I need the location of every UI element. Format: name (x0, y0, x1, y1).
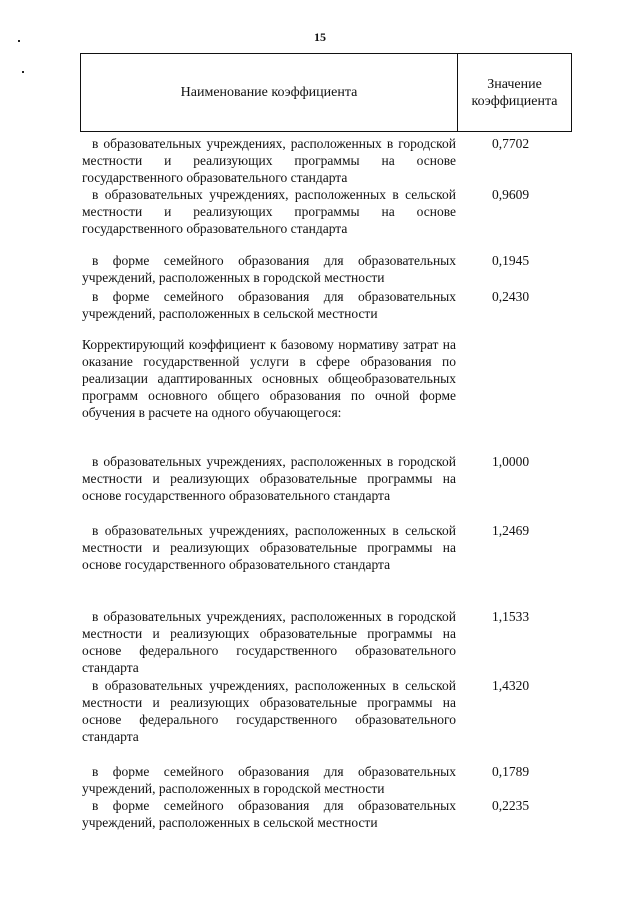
column-header-value (458, 54, 571, 131)
section-heading-text: Корректирующий коэффициент к базовому нормативу затрат на оказание государственной услуги в сфере образования по реализации адаптированных основных общеобразовательных программ основного общего образования по очной форме обучения в расчете на одного обучающегося: (82, 337, 456, 420)
row-value: 0,2430 (492, 289, 530, 304)
row-text: в форме семейного образования для образовательных учреждений, расположенных в городской местности (82, 253, 456, 285)
table-row (82, 252, 572, 286)
table-row (82, 677, 572, 745)
page-number: 15 (314, 30, 326, 44)
scan-speck (18, 40, 20, 42)
row-text: в образовательных учреждениях, расположенных в сельской местности и реализующих образовательные программы на основе государственного образовательного стандарта (82, 523, 456, 572)
row-text: в образовательных учреждениях, расположенных в сельской местности и реализующих программы на основе государственного образовательного стандарта (82, 187, 456, 236)
scan-speck (22, 71, 24, 73)
row-value: 1,4320 (492, 678, 530, 693)
column-header-name: Наименование коэффициента (180, 84, 358, 100)
row-value: 0,1789 (492, 764, 530, 779)
row-value: 0,9609 (492, 187, 530, 202)
section-heading (82, 336, 572, 421)
row-text: в образовательных учреждениях, расположенных в городской местности и реализующих программы на основе государственного образовательного стандарта (82, 136, 456, 185)
row-value: 1,1533 (492, 609, 530, 624)
row-text: в образовательных учреждениях, расположенных в сельской местности и реализующих образовательные программы на основе федерального государственного образовательного стандарта (82, 678, 456, 744)
row-value: 1,0000 (492, 454, 530, 469)
row-value: 1,2469 (492, 523, 530, 538)
column-header-value-line1: Значение (487, 76, 542, 92)
table-header (80, 53, 572, 132)
table-row (82, 763, 572, 797)
row-value: 0,7702 (492, 136, 530, 151)
row-text: в форме семейного образования для образовательных учреждений, расположенных в сельской местности (82, 289, 456, 321)
row-text: в образовательных учреждениях, расположенных в городской местности и реализующих образовательные программы на основе государственного образовательного стандарта (82, 454, 456, 503)
table-row (82, 186, 572, 237)
row-text: в образовательных учреждениях, расположенных в городской местности и реализующих образовательные программы на основе федерального государственного образовательного стандарта (82, 609, 456, 675)
table-row (82, 522, 572, 573)
row-value: 0,2235 (492, 798, 530, 813)
table-row (82, 288, 572, 322)
table-row (82, 797, 572, 831)
table-row (82, 608, 572, 676)
column-header-value-line2: коэффициента (471, 93, 558, 109)
row-text: в форме семейного образования для образовательных учреждений, расположенных в городской местности (82, 764, 456, 796)
table-row (82, 453, 572, 504)
row-value: 0,1945 (492, 253, 530, 268)
row-text: в форме семейного образования для образовательных учреждений, расположенных в сельской местности (82, 798, 456, 830)
table-row (82, 135, 572, 186)
